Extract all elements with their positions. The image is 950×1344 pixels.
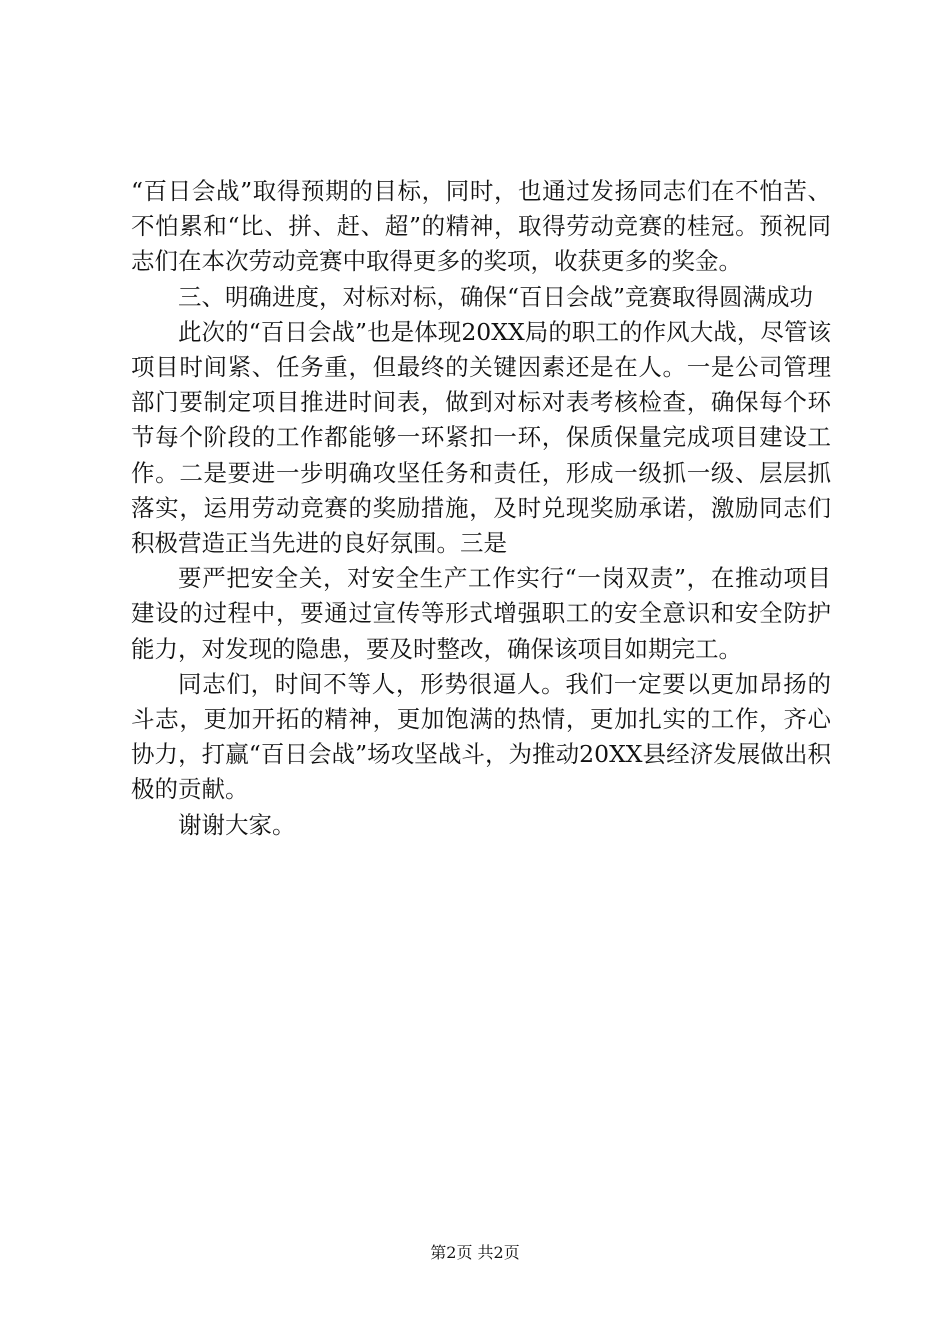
document-body (131, 174, 831, 843)
page-footer (0, 1242, 950, 1264)
paragraph: 同志们，时间不等人，形势很逼人。我们一定要以更加昂扬的斗志，更加开拓的精神，更加饱满的热情，更加扎实的工作，齐心协力，打赢“百日会战”场攻坚战斗，为推动20XX县经济发展做出积极的贡献。 (131, 669, 831, 804)
section-heading: 三、明确进度，对标对标，确保“百日会战”竞赛取得圆满成功 (178, 282, 814, 311)
paragraph: “百日会战”取得预期的目标，同时，也通过发扬同志们在不怕苦、不怕累和“比、拼、赶、超”的精神，取得劳动竞赛的桂冠。预祝同志们在本次劳动竞赛中取得更多的奖项，收获更多的奖金。 (131, 177, 831, 276)
closing-line: 谢谢大家。 (178, 810, 296, 839)
page-number: 第2页 共2页 (430, 1243, 520, 1262)
paragraph: 此次的“百日会战”也是体现20XX局的职工的作风大战，尽管该项目时间紧、任务重，但最终的关键因素还是在人。一是公司管理部门要制定项目推进时间表，做到对标对表考核检查，确保每个环节每个阶段的工作都能够一环紧扣一环，保质保量完成项目建设工作。二是要进一步明确攻坚任务和责任，形成一级抓一级、层层抓落实，运用劳动竞赛的奖励措施，及时兑现奖励承诺，激励同志们积极营造正当先进的良好氛围。三是 (131, 317, 831, 558)
paragraph: 要严把安全关，对安全生产工作实行“一岗双责”，在推动项目建设的过程中，要通过宣传等形式增强职工的安全意识和安全防护能力，对发现的隐患，要及时整改，确保该项目如期完工。 (131, 564, 831, 663)
